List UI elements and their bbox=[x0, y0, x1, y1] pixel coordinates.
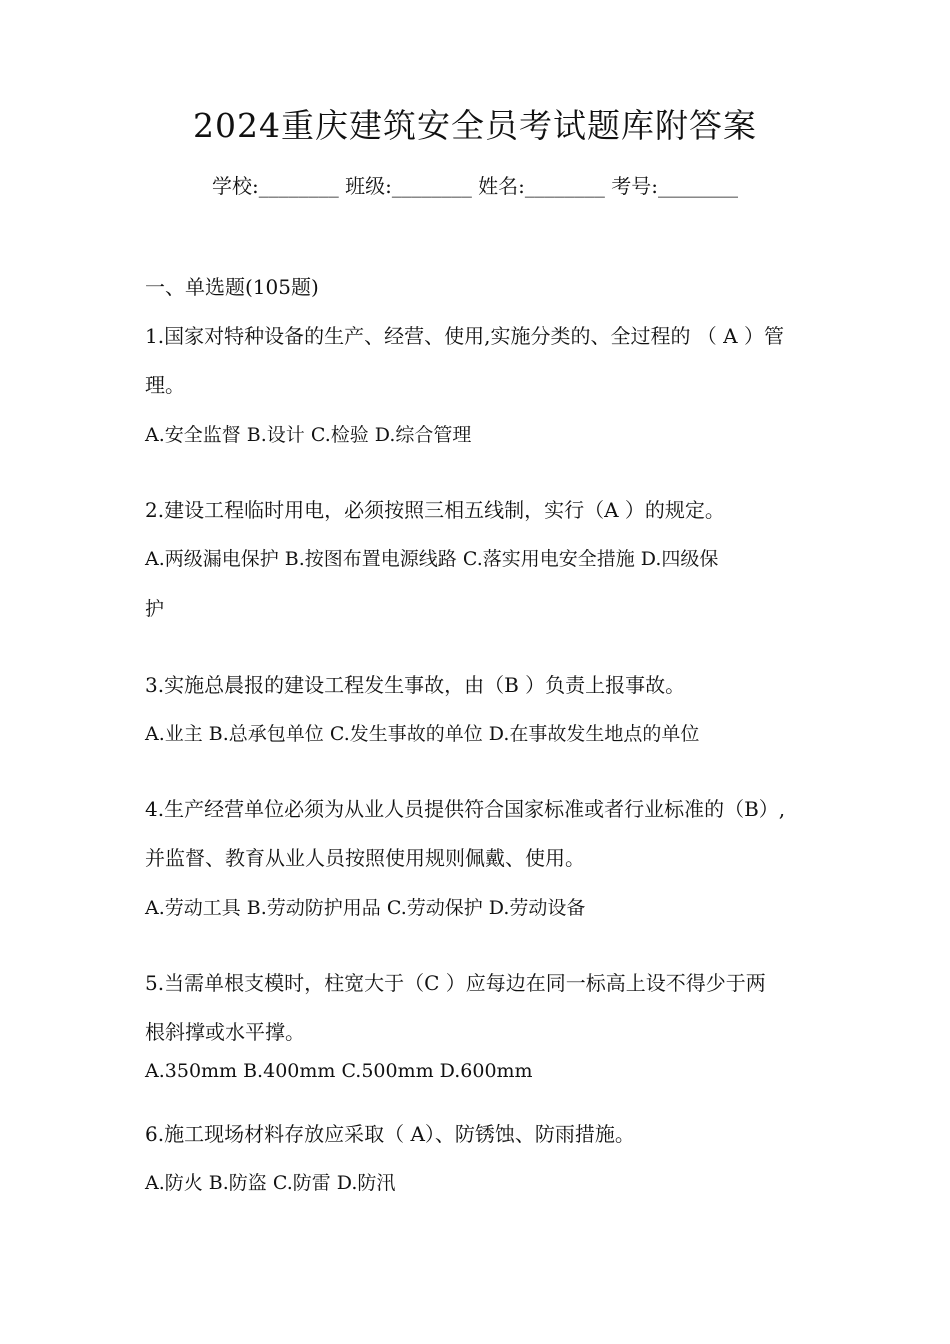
question-2-options-line-2: 护 bbox=[145, 598, 165, 620]
question-5-options: A.350mm B.400mm C.500mm D.600mm bbox=[145, 1060, 533, 1082]
question-4-line-1: 4.生产经营单位必须为从业人员提供符合国家标准或者行业标准的（B）, bbox=[145, 797, 786, 821]
document-title: 2024重庆建筑安全员考试题库附答案 bbox=[193, 106, 757, 145]
question-3-options: A.业主 B.总承包单位 C.发生事故的单位 D.在事故发生地点的单位 bbox=[145, 723, 700, 745]
question-2-line-1: 2.建设工程临时用电，必须按照三相五线制，实行（A ）的规定。 bbox=[145, 498, 725, 522]
question-5-line-2: 根斜撑或水平撑。 bbox=[145, 1020, 305, 1044]
question-6-options: A.防火 B.防盗 C.防雷 D.防汛 bbox=[145, 1172, 396, 1194]
question-1-line-2: 理。 bbox=[145, 373, 185, 397]
question-1-options: A.安全监督 B.设计 C.检验 D.综合管理 bbox=[145, 424, 472, 446]
question-3-line-1: 3.实施总晨报的建设工程发生事故，由（B ）负责上报事故。 bbox=[145, 673, 686, 697]
question-6-line-1: 6.施工现场材料存放应采取（ A）、防锈蚀、防雨措施。 bbox=[145, 1122, 635, 1146]
question-4-line-2: 并监督、教育从业人员按照使用规则佩戴、使用。 bbox=[145, 846, 585, 870]
section-heading: 一、单选题(105题) bbox=[145, 275, 319, 299]
question-5-line-1: 5.当需单根支模时，柱宽大于（C ）应每边在同一标高上设不得少于两 bbox=[145, 971, 766, 995]
student-info-line: 学校:________ 班级:________ 姓名:________ 考号:________ bbox=[211, 174, 739, 198]
question-4-options: A.劳动工具 B.劳动防护用品 C.劳动保护 D.劳动设备 bbox=[145, 897, 586, 919]
question-1-line-1: 1.国家对特种设备的生产、经营、使用,实施分类的、全过程的 （ A ）管 bbox=[145, 324, 784, 348]
question-2-options-line-1: A.两级漏电保护 B.按图布置电源线路 C.落实用电安全措施 D.四级保 bbox=[145, 548, 719, 570]
